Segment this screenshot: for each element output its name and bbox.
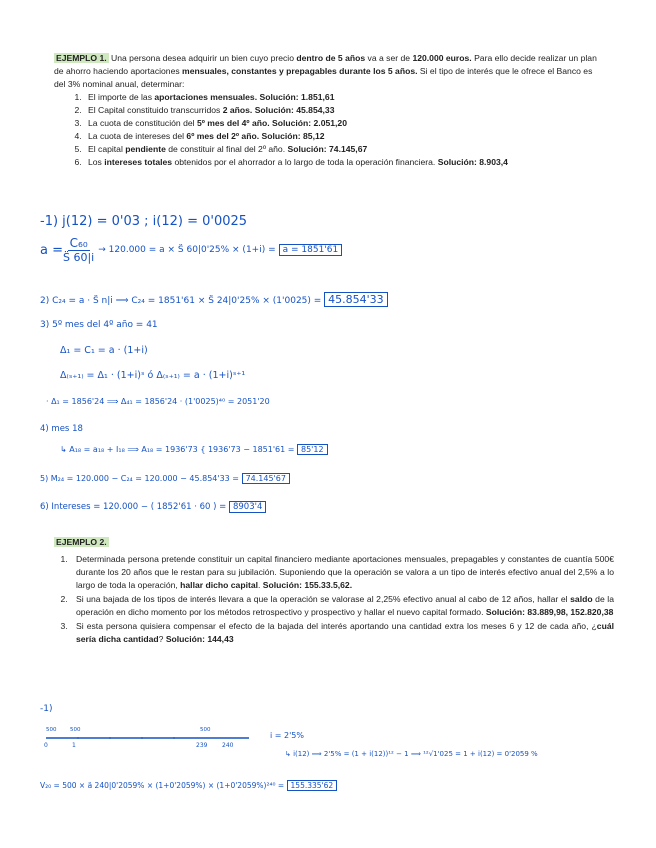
hw-line-month18: 4) mes 18 [40, 424, 83, 434]
timeline-label: 240 [222, 742, 234, 749]
question-item: 2. El Capital constituido transcurridos 2 años. Solución: 45.854,33 [84, 104, 606, 117]
timeline-label: 239 [196, 742, 208, 749]
question-item: 1. El importe de las aportaciones mensuales. Solución: 1.851,61 [84, 91, 606, 104]
hw-line-item1: -1) [40, 704, 53, 714]
hw-answer-box: 85'12 [297, 444, 328, 455]
example-1-label: EJEMPLO 1. [56, 53, 107, 63]
question-item: 6. Los intereses totales obtenidos por el ahorrador a lo largo de toda la operación financiera. Solución: 8.903,4 [84, 156, 606, 169]
hw-line-conversion: ↳ i(12) ⟹ 2'5% = (1 + i(12))¹² − 1 ⟹ ¹²√1'025 = 1 + i(12) = 0'2059 % [285, 750, 538, 758]
timeline-label: 500 [70, 727, 81, 733]
example-2-label: EJEMPLO 2. [56, 537, 107, 547]
hw-line-capital: 2) C₂₄ = a · S̈ n|i ⟹ C₂₄ = 1851'61 × S̈ 24|0'25% × (1'0025) = 45.854'33 [40, 293, 388, 306]
hw-answer-box: 8903'4 [229, 501, 266, 513]
hw-answer-box: 74.145'67 [242, 473, 290, 484]
hw-line-rates: -1) j(12) = 0'03 ; i(12) = 0'0025 [40, 214, 248, 229]
timeline-dot [77, 737, 79, 739]
question-item: 3. Si esta persona quisiera compensar el efecto de la bajada del interés aportando una cantidad extra los meses 6 y 12 de cada año, ¿cuál sería dicha cantidad? Solución: 144,43 [70, 620, 614, 646]
example-2-questions [54, 553, 614, 646]
example-1-questions [54, 91, 606, 169]
hw-line-pending: 5) M₂₄ = 120.000 − C₂₄ = 120.000 − 45.854'33 = 74.145'67 [40, 474, 290, 483]
hw-line-total-interest: 6) Intereses = 120.000 − ( 1852'61 · 60 ) = 8903'4 [40, 502, 266, 512]
hw-answer-box: 155.335'62 [287, 780, 338, 791]
hw-line-delta1: Δ₁ = C₁ = a · (1+i) [60, 345, 148, 356]
hw-line-delta41: · Δ₁ = 1856'24 ⟹ Δ₄₁ = 1856'24 · (1'0025)⁴⁰ = 2051'20 [46, 397, 270, 406]
question-item: 2. Si una bajada de los tipos de interés llevara a que la operación se valorase al 2,25% efectivo anual al cabo de 12 años, hallar el saldo de la operación en dicho momento por los métodos retrospectivo y prospectivo y hallar el nuevo capital formado. Solución: 83.889,98, 152.820,38 [70, 593, 614, 619]
question-item: 5. El capital pendiente de constituir al final del 2º año. Solución: 74.145,67 [84, 143, 606, 156]
timeline-dot [109, 737, 111, 739]
hw-line-delta-formula: Δ₍ₛ₊₁₎ = Δ₁ · (1+i)ˢ ó Δ₍ₛ₊₁₎ = a · (1+i)ˢ⁺¹ [60, 370, 246, 381]
example-1-statement [54, 52, 606, 169]
hw-line-final-capital: V₂₀ = 500 × ä 240|0'2059% × (1+0'2059%) × (1+0'2059%)²⁴⁰ = 155.335'62 [40, 781, 337, 790]
example-1-intro: EJEMPLO 1. Una persona desea adquirir un bien cuyo precio dentro de 5 años va a ser de 120.000 euros. Para ello decide realizar un plan de ahorro haciendo aportaciones mensuales, constantes y prepagables durante los 5 años. Si el tipo de interés que le ofrece el Banco es del 3% nominal anual, determinar: [54, 53, 597, 89]
hw-line-rate: i = 2'5% [270, 731, 304, 740]
timeline-label: 500 [200, 727, 211, 733]
timeline-dot [141, 737, 143, 739]
timeline-label: 0 [44, 742, 48, 749]
hw-line-interest: ↳ A₁₈ = a₁₈ + I₁₈ ⟹ A₁₈ = 1936'73 { 1936'73 − 1851'61 = 85'12 [60, 445, 328, 454]
question-item: 3. La cuota de constitución del 5º mes del 4º año. Solución: 2.051,20 [84, 117, 606, 130]
question-item: 1. Determinada persona pretende constituir un capital financiero mediante aportaciones mensuales, prepagables y constantes de cuantía 500€ durante los 20 años que le restan para su jubilación. Suponiendo que la operación se valora a un tipo de interés efectivo anual del 2,5% a lo largo de toda la operación, hallar dicho capital. Solución: 155.33.5,62. [70, 553, 614, 592]
question-item: 4. La cuota de intereses del 6º mes del 2º año. Solución: 85,12 [84, 130, 606, 143]
timeline-label: 1 [72, 742, 76, 749]
hw-answer-box: a = 1851'61 [279, 244, 343, 256]
hw-answer-box: 45.854'33 [324, 292, 388, 307]
hw-line-month: 3) 5º mes del 4º año = 41 [40, 320, 158, 330]
example-2-statement [54, 536, 614, 647]
hw-line-annuity: a = $\frac{\text{C₆₀}}{S̈ 60|i}$ → 120.000 = a × S̈ 60|0'25% × (1+i) = a = 1851'61 [40, 236, 342, 264]
hw-fraction: $\frac{\text{C₆₀}}{S̈ 60|i}$ [63, 236, 95, 264]
timeline-label: 500 [46, 727, 57, 733]
timeline-dot [173, 737, 175, 739]
